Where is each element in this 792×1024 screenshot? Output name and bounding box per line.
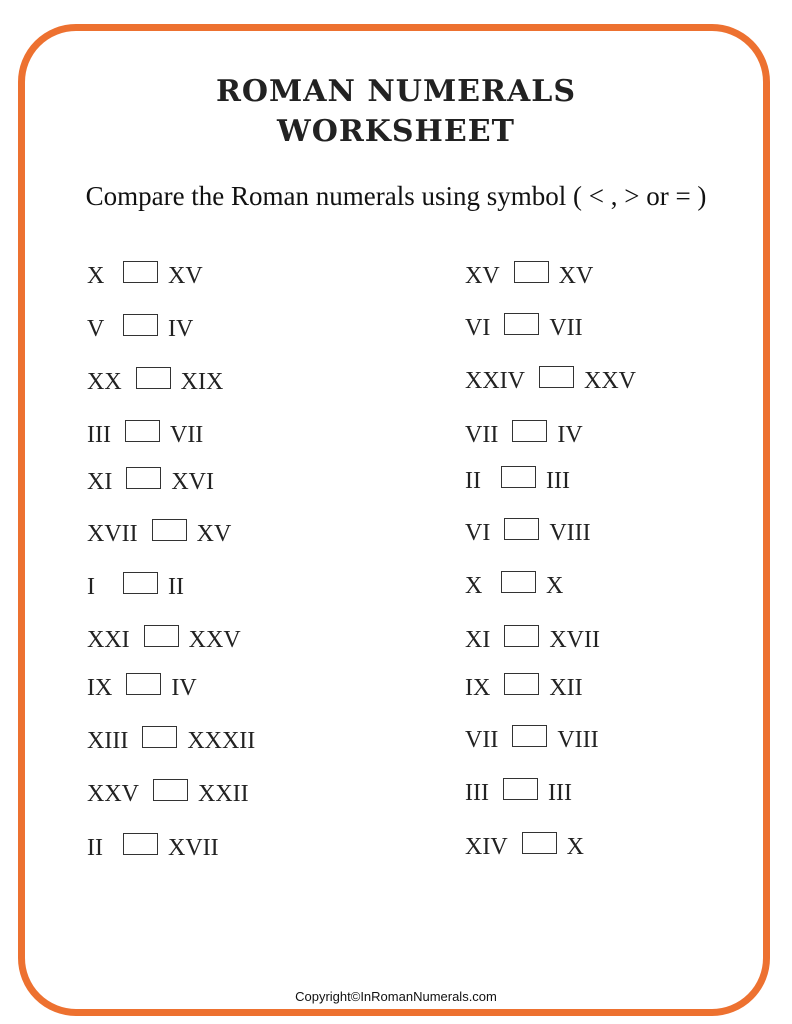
comparison-row xyxy=(87,725,255,757)
comparison-row xyxy=(87,518,231,550)
comparison-row xyxy=(87,624,241,656)
numeral-b: VII xyxy=(549,314,583,341)
answer-box[interactable] xyxy=(126,673,161,695)
numeral-a: V xyxy=(87,315,105,342)
answer-box[interactable] xyxy=(504,673,539,695)
numeral-a: X xyxy=(465,572,483,599)
answer-box[interactable] xyxy=(504,625,539,647)
numeral-b: IV xyxy=(171,674,197,701)
answer-box[interactable] xyxy=(512,725,547,747)
numeral-b: XVII xyxy=(549,626,600,653)
numeral-a: XI xyxy=(465,626,491,653)
numeral-b: X xyxy=(566,833,584,860)
comparison-row xyxy=(465,724,599,756)
comparison-row xyxy=(465,777,572,809)
answer-box[interactable] xyxy=(501,466,536,488)
numeral-a: IX xyxy=(87,674,113,701)
comparison-row xyxy=(87,832,219,864)
comparison-row xyxy=(465,260,593,292)
numeral-a: III xyxy=(465,779,489,806)
answer-box[interactable] xyxy=(522,832,557,854)
title-line-2: WORKSHEET xyxy=(277,114,515,149)
answer-box[interactable] xyxy=(123,314,158,336)
comparison-row xyxy=(465,831,584,863)
numeral-a: VI xyxy=(465,519,491,546)
numeral-a: XX xyxy=(87,368,122,395)
numeral-b: XIX xyxy=(180,368,224,395)
numeral-a: I xyxy=(87,573,95,600)
comparison-row xyxy=(465,312,583,344)
numeral-a: II xyxy=(465,467,481,494)
answer-box[interactable] xyxy=(539,366,574,388)
answer-box[interactable] xyxy=(123,261,158,283)
numeral-a: IX xyxy=(465,674,491,701)
numeral-b: XVI xyxy=(171,468,214,495)
answer-box[interactable] xyxy=(153,779,188,801)
numeral-b: III xyxy=(546,467,570,494)
numeral-a: VII xyxy=(465,421,499,448)
comparison-row xyxy=(87,466,214,498)
answer-box[interactable] xyxy=(503,778,538,800)
answer-box[interactable] xyxy=(126,467,161,489)
answer-box[interactable] xyxy=(125,420,160,442)
comparison-row xyxy=(87,419,203,451)
numeral-b: XXXII xyxy=(187,727,256,754)
numeral-a: III xyxy=(87,421,111,448)
instruction-text: Compare the Roman numerals using symbol ( < , > or = ) xyxy=(85,181,707,211)
answer-box[interactable] xyxy=(504,518,539,540)
numeral-b: XXII xyxy=(198,780,249,807)
comparison-row xyxy=(87,778,249,810)
answer-box[interactable] xyxy=(152,519,187,541)
numeral-b: VIII xyxy=(549,519,591,546)
numeral-a: XV xyxy=(465,262,500,289)
comparison-row xyxy=(87,672,197,704)
numeral-b: XV xyxy=(168,262,203,289)
numeral-b: II xyxy=(168,573,184,600)
numeral-b: VIII xyxy=(557,726,599,753)
comparison-row xyxy=(465,624,600,656)
numeral-a: II xyxy=(87,834,103,861)
numeral-a: XIII xyxy=(87,727,129,754)
numeral-b: XV xyxy=(196,520,232,547)
numeral-b: IV xyxy=(168,315,194,342)
comparison-row xyxy=(465,419,583,451)
numeral-b: XV xyxy=(558,262,594,289)
comparison-row xyxy=(87,571,184,603)
comparison-row xyxy=(465,365,636,397)
numeral-b: III xyxy=(547,779,572,806)
numeral-b: XVII xyxy=(168,834,219,861)
comparison-row xyxy=(465,570,563,602)
numeral-b: X xyxy=(546,572,564,599)
answer-box[interactable] xyxy=(142,726,177,748)
answer-box[interactable] xyxy=(136,367,171,389)
answer-box[interactable] xyxy=(501,571,536,593)
numeral-a: VI xyxy=(465,314,491,341)
comparison-row xyxy=(87,260,203,292)
numeral-a: VII xyxy=(465,726,499,753)
numeral-b: XXV xyxy=(584,367,636,394)
comparison-row xyxy=(87,366,223,398)
numeral-a: XVII xyxy=(87,520,138,547)
answer-box[interactable] xyxy=(512,420,547,442)
numeral-b: XXV xyxy=(188,626,241,653)
copyright-text: Copyright©InRomanNumerals.com xyxy=(295,989,497,1004)
numeral-b: IV xyxy=(557,421,583,448)
answer-box[interactable] xyxy=(144,625,179,647)
answer-box[interactable] xyxy=(123,572,158,594)
numeral-b: XII xyxy=(549,674,583,701)
comparison-row xyxy=(87,313,193,345)
answer-box[interactable] xyxy=(504,313,539,335)
comparison-row xyxy=(465,672,583,704)
numeral-a: XI xyxy=(87,468,113,495)
numeral-a: XXIV xyxy=(465,367,525,394)
numeral-a: X xyxy=(87,262,105,289)
worksheet-title xyxy=(0,72,792,152)
numeral-a: XIV xyxy=(465,833,508,860)
numeral-a: XXV xyxy=(87,780,139,807)
answer-box[interactable] xyxy=(514,261,549,283)
comparison-row xyxy=(465,517,591,549)
comparison-row xyxy=(465,465,570,497)
numeral-a: XXI xyxy=(87,626,130,653)
title-line-1: ROMAN NUMERALS xyxy=(215,74,577,109)
numeral-b: VII xyxy=(169,421,204,448)
answer-box[interactable] xyxy=(123,833,158,855)
